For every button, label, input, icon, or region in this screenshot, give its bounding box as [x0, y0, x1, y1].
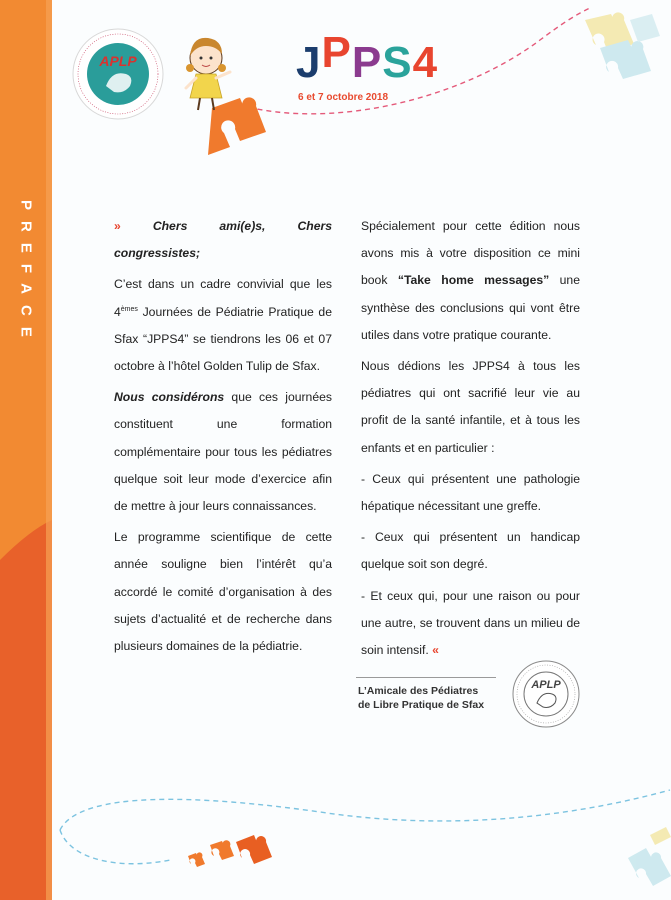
greeting — [114, 213, 332, 267]
title-letter: J — [296, 38, 322, 87]
dashed-curve-bottom — [60, 790, 670, 830]
right-column — [361, 213, 580, 668]
list-item: - Ceux qui présentent une pathologie hépatique nécessitant une greffe. — [361, 471, 580, 514]
paragraph: Nous dédions les JPPS4 à tous les pédiatres qui ont sacrifié leur vie au profit de la santé infantile, et à tous les enfants et en particulier : — [361, 359, 580, 455]
title-letter: P — [351, 38, 383, 87]
event-date: 6 et 7 octobre 2018 — [298, 92, 389, 103]
paragraph — [114, 271, 332, 380]
left-column — [114, 213, 332, 664]
greeting-text: Chers ami(e)s, Chers congressistes; — [114, 219, 332, 261]
association-stamp-logo — [512, 660, 580, 728]
side-band — [0, 0, 52, 900]
cartoon-girl-illustration — [186, 38, 230, 110]
preface-label: PREFACE — [17, 200, 35, 348]
ordinal-number: 4 — [114, 304, 121, 319]
paragraph — [114, 384, 332, 520]
paragraph-text: que ces journées constituent une formation complémentaire pour tous les pédiatres quelque soit leur mode d’exercice afin de mettre à jour leurs connaissances. — [114, 390, 332, 514]
signature-line-2: de Libre Pratique de Sfax — [358, 699, 485, 711]
title-letter: 4 — [412, 38, 439, 87]
paragraph — [361, 213, 580, 349]
paragraph-text: Journées de Pédiatrie Pratique de Sfax “JPPS4” se tiendrons les 06 et 07 octobre à l’hôtel Golden Tulip de Sfax. — [114, 304, 332, 374]
close-quote: « — [432, 643, 439, 658]
signature-line-1: L’Amicale des Pédiatres — [358, 685, 479, 697]
emphasis-text: “Take home messages” — [397, 273, 550, 288]
open-quote: » — [114, 219, 121, 233]
ordinal-suffix: èmes — [120, 305, 138, 313]
logo-mark: APLP — [99, 53, 137, 69]
paragraph-text: C’est dans un cadre convivial que les — [114, 277, 332, 292]
puzzle-orange-top — [208, 97, 266, 155]
list-item-text: - Et ceux qui, pour une raison ou pour une autre, se trouvent dans un milieu de soin intensif. — [361, 588, 580, 658]
event-title — [296, 28, 439, 88]
paragraph-text: une synthèse des conclusions qui vont être utiles dans votre pratique courante. — [361, 273, 580, 342]
puzzle-bottom-right — [628, 827, 671, 886]
title-letter: P — [321, 28, 352, 77]
puzzle-bottom-orange — [188, 835, 272, 867]
signature-divider — [356, 677, 496, 678]
signature — [358, 684, 518, 712]
emphasis-text: Nous considérons — [114, 390, 225, 405]
list-item — [361, 583, 580, 665]
paragraph-text: Spécialement pour cette édition nous avons mis à votre disposition ce mini book — [361, 219, 580, 288]
puzzle-top-right — [585, 12, 660, 79]
association-logo — [72, 28, 164, 120]
side-label — [0, 200, 52, 400]
stamp-mark: APLP — [531, 679, 561, 691]
title-letter: S — [382, 38, 413, 87]
list-item: - Ceux qui présentent un handicap quelque soit son degré. — [361, 530, 580, 572]
paragraph: Le programme scientifique de cette année souligne bien l’intérêt qu’a accordé le comité d’organisation à des sujets d’actualité et de recherche dans plusieurs domaines de la pédiatrie. — [114, 530, 332, 654]
